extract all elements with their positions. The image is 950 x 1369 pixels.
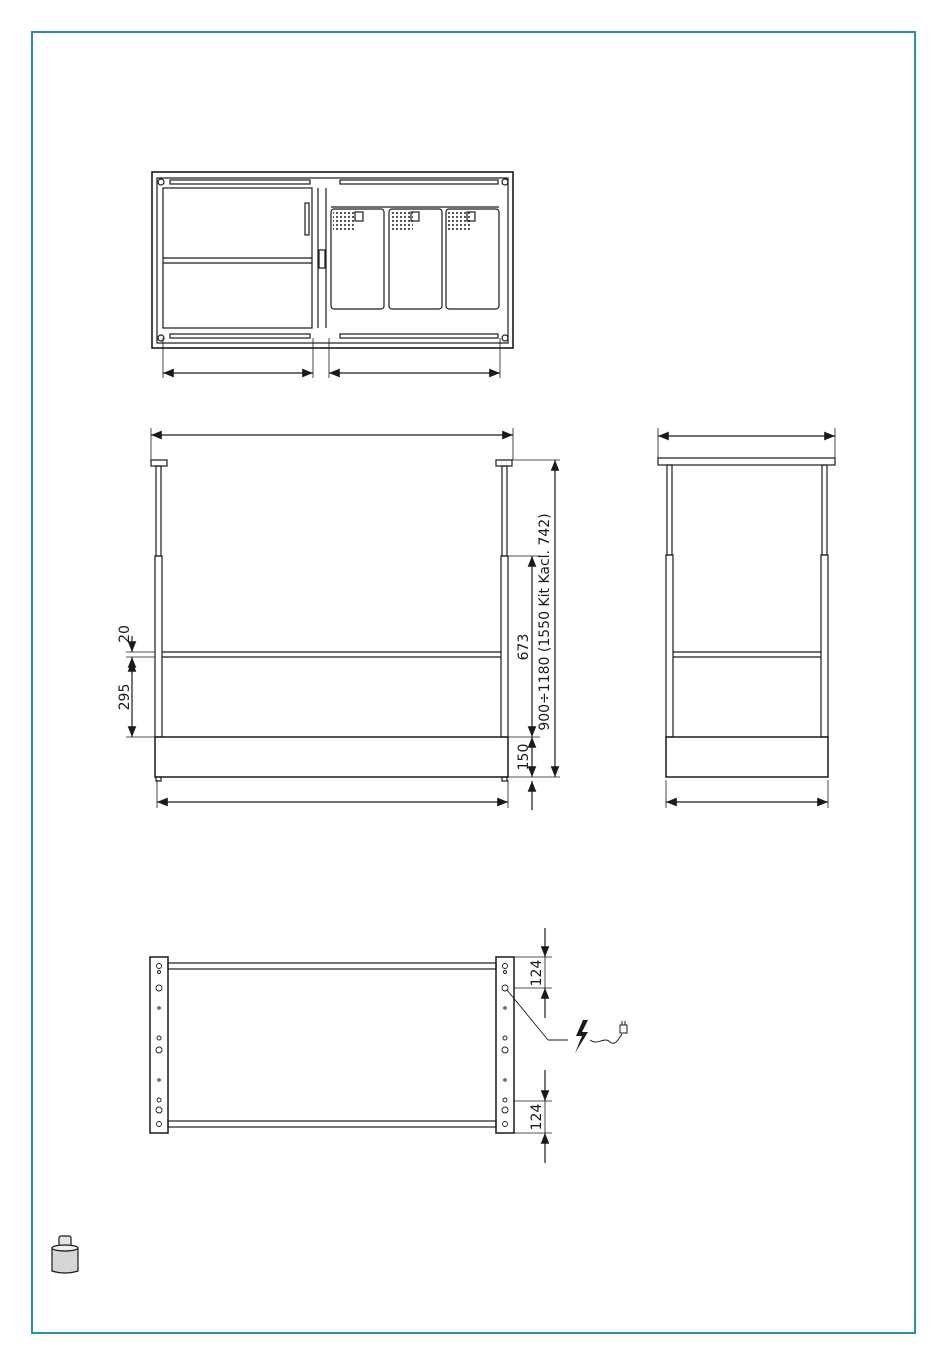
dim-total-height: 900÷1180 (1550 Kit Kacl. 742) [537, 513, 553, 731]
footprint-view [150, 928, 568, 1163]
dim-shelf-height: 295 [117, 683, 133, 711]
dim-base-height: 150 [516, 743, 532, 771]
dim-foot-offset-top: 124 [529, 959, 545, 987]
dim-upper-height: 673 [516, 633, 532, 661]
gastronorm-container-3 [446, 209, 499, 309]
side-view [658, 428, 835, 808]
power-plug-icon [575, 1020, 627, 1053]
top-view [152, 172, 513, 378]
gastronorm-container-2 [389, 209, 442, 309]
dim-foot-offset-bottom: 124 [529, 1103, 545, 1131]
dim-shelf-gap: 20 [117, 625, 133, 643]
gastronorm-container-1 [331, 209, 384, 309]
weight-icon [52, 1236, 78, 1273]
front-view [126, 428, 560, 810]
